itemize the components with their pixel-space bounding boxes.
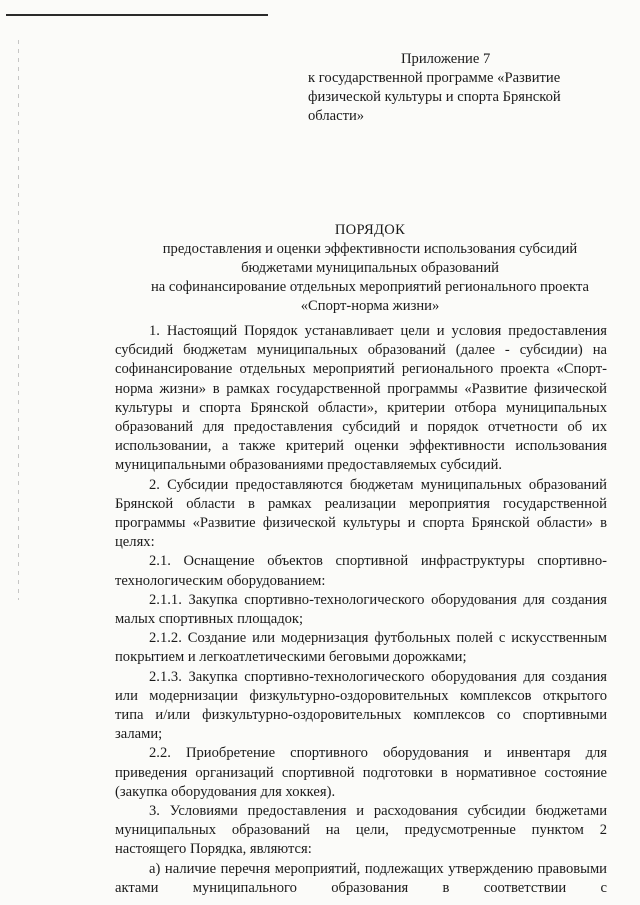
paragraph-2-1-1: 2.1.1. Закупка спортивно-технологического оборудования для создания малых спортивных площадок; bbox=[115, 591, 607, 628]
appendix-number: Приложение 7 bbox=[401, 51, 491, 67]
paragraph-2: 2. Субсидии предоставляются бюджетам муниципальных образований Брянской области в рамках реализации мероприятия государственной программы «Развитие физической культуры и спорта Брянской области» в целях: bbox=[115, 476, 607, 551]
title-heading: ПОРЯДОК bbox=[334, 222, 406, 238]
margin-dotted-line bbox=[18, 40, 19, 600]
paragraph-2-1-3: 2.1.3. Закупка спортивно-технологического оборудования для создания или модернизации физкультурно-оздоровительных комплексов открытого типа и/или физкультурно-оздоровительных комплексов со спортивными залами; bbox=[115, 668, 607, 743]
document-title bbox=[130, 221, 610, 316]
top-rule bbox=[6, 14, 268, 16]
appendix-line: физической культуры и спорта Брянской bbox=[308, 89, 561, 105]
paragraph-2-1-2: 2.1.2. Создание или модернизация футбольных полей с искусственным покрытием и легкоатлетическими беговыми дорожками; bbox=[115, 630, 607, 666]
paragraph-2-2: 2.2. Приобретение спортивного оборудования и инвентаря для приведения организаций спортивной подготовки в нормативное состояние (закупка оборудования для хоккея). bbox=[115, 745, 607, 800]
title-line: предоставления и оценки эффективности использования субсидий bbox=[162, 241, 578, 257]
paragraph-3-a: а) наличие перечня мероприятий, подлежащих утверждению правовыми актами муниципального образования в соответствии с bbox=[115, 860, 607, 896]
paragraph-3: 3. Условиями предоставления и расходования субсидии бюджетами муниципальных образований на цели, предусмотренные пунктом 2 настоящего Порядка, являются: bbox=[115, 803, 607, 858]
appendix-line: к государственной программе «Развитие bbox=[308, 70, 561, 86]
paragraph-2-1: 2.1. Оснащение объектов спортивной инфраструктуры спортивно-технологическим оборудованием: bbox=[115, 553, 607, 589]
title-line: на софинансирование отдельных мероприятий регионального проекта bbox=[150, 279, 590, 295]
title-line: бюджетами муниципальных образований bbox=[241, 260, 499, 276]
title-line: «Спорт-норма жизни» bbox=[300, 298, 440, 314]
appendix-line: области» bbox=[308, 108, 365, 124]
document-body bbox=[115, 322, 607, 898]
paragraph-1: 1. Настоящий Порядок устанавливает цели и условия предоставления субсидий бюджетам муниципальных образований (далее - субсидии) на софинансирование отдельных мероприятий регионального проекта «Спорт-норма жизни» в рамках государственной программы «Развитие физической культуры и спорта Брянской области», критерии отбора муниципальных образований для предоставления субсидий и порядок отчетности об их использовании, а также критерий оценки эффективности использования муниципальными образованиями предоставляемых субсидий. bbox=[115, 323, 607, 474]
appendix-note bbox=[308, 50, 608, 126]
